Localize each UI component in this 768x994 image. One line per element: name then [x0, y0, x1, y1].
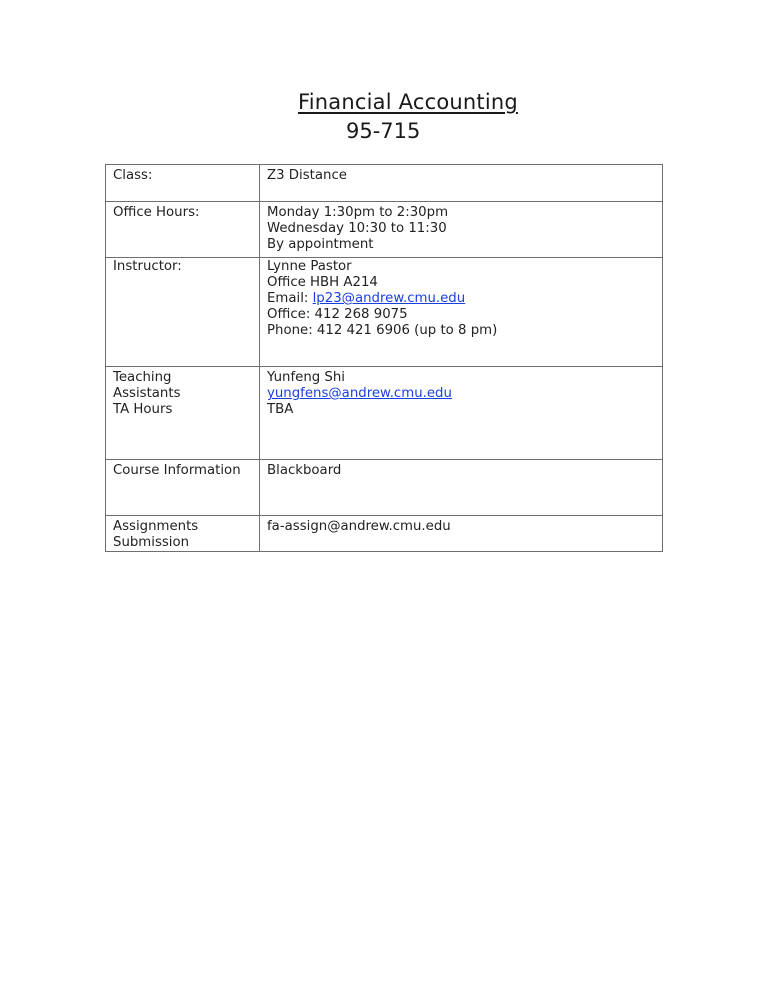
label-text: Teaching: [113, 370, 172, 385]
label-text: Assignments: [113, 519, 199, 534]
value-cell: [260, 460, 663, 516]
instructor-phone: Phone: 412 421 6906 (up to 8 pm): [267, 323, 498, 338]
table-row-office-hours: [106, 202, 663, 258]
ta-email-link[interactable]: yungfens@andrew.cmu.edu: [267, 386, 452, 401]
value-text: Z3 Distance: [267, 168, 347, 183]
course-code: 95-715: [346, 119, 421, 143]
email-label: Email:: [267, 291, 313, 306]
table-row-class: [106, 165, 663, 202]
course-info-table: [105, 164, 663, 552]
instructor-email-link[interactable]: lp23@andrew.cmu.edu: [312, 291, 466, 306]
value-cell: [260, 258, 663, 367]
label-text: Class:: [113, 168, 153, 183]
ta-hours: TBA: [267, 402, 294, 417]
instructor-office: Office HBH A214: [267, 275, 378, 290]
table-row-instructor: [106, 258, 663, 367]
label-cell: [106, 202, 260, 258]
instructor-email-line: [267, 291, 655, 307]
value-text: Monday 1:30pm to 2:30pm: [267, 205, 449, 220]
label-cell: [106, 516, 260, 552]
instructor-office-phone: Office: 412 268 9075: [267, 307, 408, 322]
label-cell: [106, 165, 260, 202]
label-cell: [106, 367, 260, 460]
value-cell: [260, 367, 663, 460]
ta-name: Yunfeng Shi: [267, 370, 345, 385]
label-text: Course Information: [113, 463, 241, 478]
ta-email-line: [267, 386, 655, 402]
submission-email: fa-assign@andrew.cmu.edu: [267, 519, 451, 534]
table-row-course-information: [106, 460, 663, 516]
label-cell: [106, 258, 260, 367]
label-text: Office Hours:: [113, 205, 200, 220]
label-text: Assistants: [113, 386, 181, 401]
value-cell: [260, 516, 663, 552]
label-text: Instructor:: [113, 259, 182, 274]
label-text: Submission: [113, 535, 190, 550]
label-text: TA Hours: [113, 402, 173, 417]
value-text: Blackboard: [267, 463, 342, 478]
title-text: Financial Accounting: [298, 90, 518, 114]
label-cell: [106, 460, 260, 516]
table-row-assignments-submission: [106, 516, 663, 552]
document-title: [298, 90, 518, 114]
value-cell: [260, 165, 663, 202]
value-cell: [260, 202, 663, 258]
instructor-name: Lynne Pastor: [267, 259, 352, 274]
value-text: By appointment: [267, 237, 374, 252]
value-text: Wednesday 10:30 to 11:30: [267, 221, 447, 236]
table-row-teaching-assistants: [106, 367, 663, 460]
